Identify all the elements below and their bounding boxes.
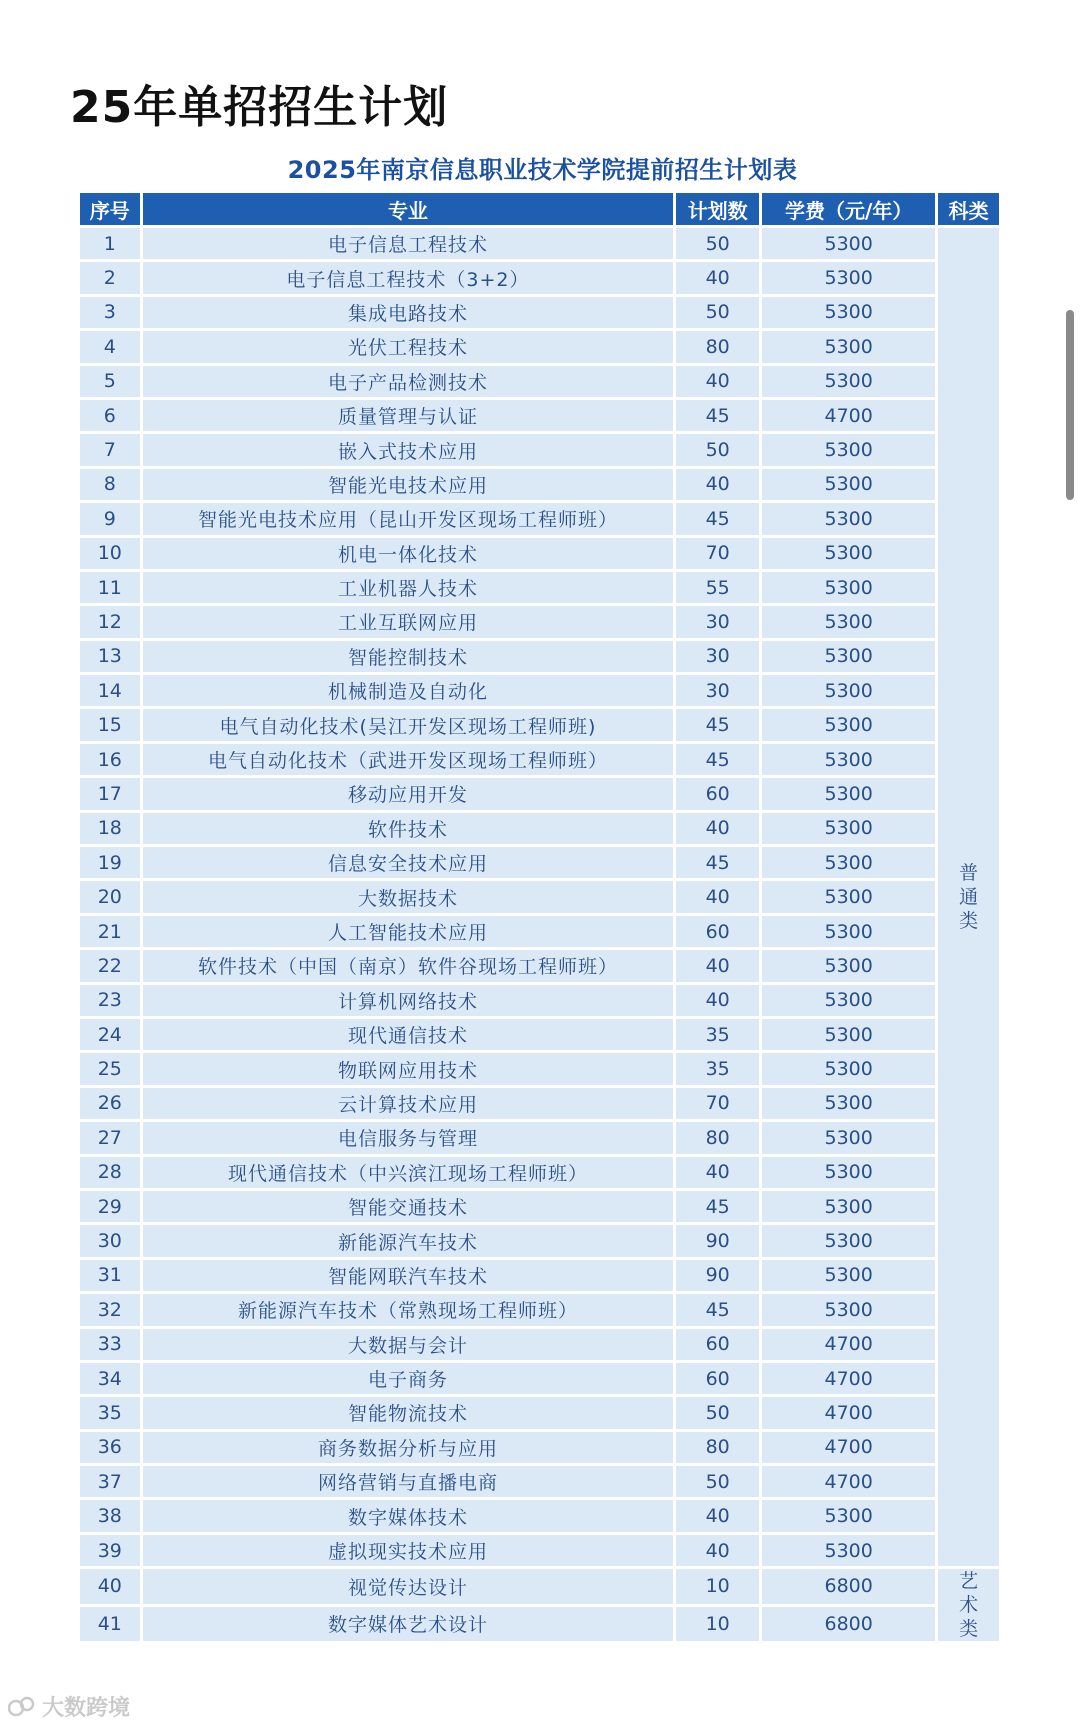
- table-body: [80, 228, 999, 1641]
- row-major-cell: 软件技术: [143, 813, 674, 844]
- row-fee-cell: 5300: [762, 1122, 935, 1153]
- row-plan-cell: 10: [676, 1607, 759, 1642]
- row-major-cell: 数字媒体艺术设计: [143, 1607, 674, 1642]
- row-index-cell: 14: [80, 675, 140, 706]
- watermark: [8, 1690, 130, 1722]
- row-major-cell: 嵌入式技术应用: [143, 434, 674, 465]
- row-index-cell: 10: [80, 538, 140, 569]
- row-major-cell: 计算机网络技术: [143, 985, 674, 1016]
- table-row: [80, 1225, 999, 1256]
- row-index-cell: 18: [80, 813, 140, 844]
- row-index-cell: 20: [80, 881, 140, 912]
- row-plan-cell: 70: [676, 538, 759, 569]
- header-major: 专业: [143, 193, 674, 225]
- table-row: [80, 709, 999, 740]
- row-fee-cell: 5300: [762, 1500, 935, 1531]
- row-index-cell: 27: [80, 1122, 140, 1153]
- header-category: 科类: [938, 193, 999, 225]
- row-fee-cell: 5300: [762, 1191, 935, 1222]
- row-major-cell: 视觉传达设计: [143, 1569, 674, 1604]
- row-fee-cell: 5300: [762, 228, 935, 259]
- row-fee-cell: 6800: [762, 1569, 935, 1604]
- row-fee-cell: 5300: [762, 916, 935, 947]
- row-plan-cell: 55: [676, 572, 759, 603]
- row-fee-cell: 5300: [762, 709, 935, 740]
- row-index-cell: 7: [80, 434, 140, 465]
- row-index-cell: 35: [80, 1397, 140, 1428]
- row-major-cell: 网络营销与直播电商: [143, 1466, 674, 1497]
- page-heading: 25年单招招生计划: [70, 82, 449, 133]
- table-row: [80, 297, 999, 328]
- watermark-text: 大数跨境: [42, 1695, 131, 1721]
- row-major-cell: 物联网应用技术: [143, 1053, 674, 1084]
- row-major-cell: 大数据与会计: [143, 1329, 674, 1360]
- table-row: [80, 950, 999, 981]
- table-row: [80, 469, 999, 500]
- table-row: [80, 1157, 999, 1188]
- row-plan-cell: 40: [676, 469, 759, 500]
- row-index-cell: 12: [80, 606, 140, 637]
- row-index-cell: 1: [80, 228, 140, 259]
- table-row: [80, 744, 999, 775]
- row-plan-cell: 35: [676, 1019, 759, 1050]
- row-major-cell: 新能源汽车技术（常熟现场工程师班）: [143, 1294, 674, 1325]
- row-major-cell: 机电一体化技术: [143, 538, 674, 569]
- row-major-cell: 智能控制技术: [143, 641, 674, 672]
- row-major-cell: 移动应用开发: [143, 778, 674, 809]
- row-plan-cell: 40: [676, 1157, 759, 1188]
- row-fee-cell: 5300: [762, 1157, 935, 1188]
- row-index-cell: 34: [80, 1363, 140, 1394]
- row-index-cell: 40: [80, 1569, 140, 1604]
- table-row: [80, 1329, 999, 1360]
- row-fee-cell: 5300: [762, 1019, 935, 1050]
- row-index-cell: 23: [80, 985, 140, 1016]
- row-plan-cell: 40: [676, 950, 759, 981]
- category-label: 普通类: [959, 862, 979, 933]
- row-major-cell: 大数据技术: [143, 881, 674, 912]
- row-index-cell: 21: [80, 916, 140, 947]
- row-plan-cell: 60: [676, 916, 759, 947]
- table-row: [80, 1363, 999, 1394]
- table-header-row: [80, 193, 999, 225]
- row-plan-cell: 50: [676, 1397, 759, 1428]
- row-index-cell: 25: [80, 1053, 140, 1084]
- table-row: [80, 1432, 999, 1463]
- row-plan-cell: 90: [676, 1225, 759, 1256]
- row-index-cell: 11: [80, 572, 140, 603]
- table-row: [80, 1122, 999, 1153]
- table-row: [80, 1466, 999, 1497]
- row-major-cell: 光伏工程技术: [143, 331, 674, 362]
- table-row: [80, 1500, 999, 1531]
- row-major-cell: 数字媒体技术: [143, 1500, 674, 1531]
- row-major-cell: 现代通信技术（中兴滨江现场工程师班）: [143, 1157, 674, 1188]
- row-major-cell: 电气自动化技术(吴江开发区现场工程师班): [143, 709, 674, 740]
- header-index: 序号: [80, 193, 140, 225]
- table-row: [80, 847, 999, 878]
- row-major-cell: 电子商务: [143, 1363, 674, 1394]
- row-major-cell: 云计算技术应用: [143, 1088, 674, 1119]
- row-major-cell: 虚拟现实技术应用: [143, 1535, 674, 1566]
- row-index-cell: 5: [80, 366, 140, 397]
- row-fee-cell: 5300: [762, 262, 935, 293]
- row-index-cell: 36: [80, 1432, 140, 1463]
- row-plan-cell: 40: [676, 881, 759, 912]
- table-row: [80, 985, 999, 1016]
- row-index-cell: 22: [80, 950, 140, 981]
- row-plan-cell: 45: [676, 847, 759, 878]
- row-index-cell: 16: [80, 744, 140, 775]
- table-row: [80, 1088, 999, 1119]
- row-fee-cell: 4700: [762, 1466, 935, 1497]
- row-index-cell: 38: [80, 1500, 140, 1531]
- row-plan-cell: 40: [676, 985, 759, 1016]
- row-index-cell: 15: [80, 709, 140, 740]
- header-plan: 计划数: [676, 193, 759, 225]
- table-row: [80, 1607, 999, 1642]
- row-major-cell: 新能源汽车技术: [143, 1225, 674, 1256]
- table-row: [80, 813, 999, 844]
- row-fee-cell: 5300: [762, 1053, 935, 1084]
- row-major-cell: 集成电路技术: [143, 297, 674, 328]
- row-index-cell: 2: [80, 262, 140, 293]
- row-major-cell: 质量管理与认证: [143, 400, 674, 431]
- row-plan-cell: 40: [676, 262, 759, 293]
- table-row: [80, 1053, 999, 1084]
- row-fee-cell: 4700: [762, 1329, 935, 1360]
- row-index-cell: 30: [80, 1225, 140, 1256]
- table-row: [80, 262, 999, 293]
- row-index-cell: 28: [80, 1157, 140, 1188]
- row-plan-cell: 45: [676, 1191, 759, 1222]
- row-plan-cell: 40: [676, 1500, 759, 1531]
- row-major-cell: 工业互联网应用: [143, 606, 674, 637]
- scrollbar[interactable]: [1066, 310, 1074, 500]
- row-major-cell: 智能光电技术应用（昆山开发区现场工程师班）: [143, 503, 674, 534]
- row-plan-cell: 45: [676, 503, 759, 534]
- row-fee-cell: 5300: [762, 778, 935, 809]
- row-fee-cell: 5300: [762, 606, 935, 637]
- row-plan-cell: 50: [676, 434, 759, 465]
- row-plan-cell: 90: [676, 1260, 759, 1291]
- row-major-cell: 电信服务与管理: [143, 1122, 674, 1153]
- row-plan-cell: 40: [676, 366, 759, 397]
- row-index-cell: 3: [80, 297, 140, 328]
- table-title: 2025年南京信息职业技术学院提前招生计划表: [287, 156, 798, 184]
- table-row: [80, 1260, 999, 1291]
- row-index-cell: 8: [80, 469, 140, 500]
- table-row: [80, 1019, 999, 1050]
- row-plan-cell: 50: [676, 228, 759, 259]
- row-plan-cell: 40: [676, 813, 759, 844]
- row-fee-cell: 5300: [762, 813, 935, 844]
- row-index-cell: 41: [80, 1607, 140, 1642]
- enrollment-plan-table: [77, 190, 1002, 1644]
- row-index-cell: 29: [80, 1191, 140, 1222]
- table-row: [80, 1569, 999, 1604]
- table-row: [80, 503, 999, 534]
- row-fee-cell: 5300: [762, 434, 935, 465]
- row-plan-cell: 30: [676, 641, 759, 672]
- table-row: [80, 366, 999, 397]
- row-major-cell: 软件技术（中国（南京）软件谷现场工程师班）: [143, 950, 674, 981]
- row-index-cell: 19: [80, 847, 140, 878]
- table-row: [80, 400, 999, 431]
- row-index-cell: 37: [80, 1466, 140, 1497]
- row-plan-cell: 10: [676, 1569, 759, 1604]
- row-fee-cell: 5300: [762, 538, 935, 569]
- category-cell: [938, 1569, 999, 1641]
- row-plan-cell: 50: [676, 1466, 759, 1497]
- row-fee-cell: 6800: [762, 1607, 935, 1642]
- row-major-cell: 机械制造及自动化: [143, 675, 674, 706]
- row-major-cell: 商务数据分析与应用: [143, 1432, 674, 1463]
- row-plan-cell: 35: [676, 1053, 759, 1084]
- row-plan-cell: 45: [676, 744, 759, 775]
- row-plan-cell: 40: [676, 1535, 759, 1566]
- row-major-cell: 人工智能技术应用: [143, 916, 674, 947]
- row-major-cell: 智能网联汽车技术: [143, 1260, 674, 1291]
- row-index-cell: 39: [80, 1535, 140, 1566]
- table-row: [80, 1294, 999, 1325]
- row-plan-cell: 60: [676, 778, 759, 809]
- row-major-cell: 工业机器人技术: [143, 572, 674, 603]
- row-plan-cell: 80: [676, 1432, 759, 1463]
- enrollment-plan-table-container: [80, 150, 1005, 1644]
- row-major-cell: 智能交通技术: [143, 1191, 674, 1222]
- row-fee-cell: 4700: [762, 1397, 935, 1428]
- row-plan-cell: 50: [676, 297, 759, 328]
- table-row: [80, 331, 999, 362]
- category-label: 艺术类: [959, 1570, 979, 1641]
- row-plan-cell: 80: [676, 1122, 759, 1153]
- table-row: [80, 434, 999, 465]
- row-plan-cell: 80: [676, 331, 759, 362]
- row-plan-cell: 70: [676, 1088, 759, 1119]
- row-fee-cell: 5300: [762, 881, 935, 912]
- row-plan-cell: 30: [676, 675, 759, 706]
- table-row: [80, 675, 999, 706]
- row-fee-cell: 4700: [762, 400, 935, 431]
- row-fee-cell: 5300: [762, 847, 935, 878]
- table-row: [80, 778, 999, 809]
- table-row: [80, 1397, 999, 1428]
- row-fee-cell: 5300: [762, 366, 935, 397]
- table-row: [80, 572, 999, 603]
- row-major-cell: 电气自动化技术（武进开发区现场工程师班）: [143, 744, 674, 775]
- row-index-cell: 4: [80, 331, 140, 362]
- row-fee-cell: 5300: [762, 1294, 935, 1325]
- row-fee-cell: 5300: [762, 1088, 935, 1119]
- row-index-cell: 24: [80, 1019, 140, 1050]
- row-fee-cell: 5300: [762, 675, 935, 706]
- row-index-cell: 17: [80, 778, 140, 809]
- category-cell: [938, 228, 999, 1566]
- row-fee-cell: 5300: [762, 503, 935, 534]
- row-major-cell: 现代通信技术: [143, 1019, 674, 1050]
- row-fee-cell: 5300: [762, 1535, 935, 1566]
- row-plan-cell: 45: [676, 1294, 759, 1325]
- row-fee-cell: 5300: [762, 469, 935, 500]
- row-fee-cell: 5300: [762, 985, 935, 1016]
- row-fee-cell: 4700: [762, 1363, 935, 1394]
- row-index-cell: 26: [80, 1088, 140, 1119]
- row-major-cell: 电子信息工程技术（3+2）: [143, 262, 674, 293]
- row-fee-cell: 5300: [762, 572, 935, 603]
- row-plan-cell: 60: [676, 1329, 759, 1360]
- row-plan-cell: 45: [676, 400, 759, 431]
- row-plan-cell: 30: [676, 606, 759, 637]
- row-fee-cell: 5300: [762, 331, 935, 362]
- row-index-cell: 33: [80, 1329, 140, 1360]
- row-major-cell: 智能物流技术: [143, 1397, 674, 1428]
- row-fee-cell: 5300: [762, 1260, 935, 1291]
- table-row: [80, 606, 999, 637]
- row-fee-cell: 5300: [762, 641, 935, 672]
- row-major-cell: 电子信息工程技术: [143, 228, 674, 259]
- row-major-cell: 智能光电技术应用: [143, 469, 674, 500]
- row-major-cell: 信息安全技术应用: [143, 847, 674, 878]
- row-index-cell: 13: [80, 641, 140, 672]
- row-fee-cell: 5300: [762, 950, 935, 981]
- row-plan-cell: 60: [676, 1363, 759, 1394]
- table-row: [80, 916, 999, 947]
- row-fee-cell: 5300: [762, 297, 935, 328]
- table-row: [80, 641, 999, 672]
- table-row: [80, 1191, 999, 1222]
- row-plan-cell: 45: [676, 709, 759, 740]
- row-fee-cell: 4700: [762, 1432, 935, 1463]
- row-fee-cell: 5300: [762, 1225, 935, 1256]
- row-index-cell: 6: [80, 400, 140, 431]
- row-major-cell: 电子产品检测技术: [143, 366, 674, 397]
- table-row: [80, 1535, 999, 1566]
- table-row: [80, 881, 999, 912]
- row-fee-cell: 5300: [762, 744, 935, 775]
- row-index-cell: 32: [80, 1294, 140, 1325]
- table-row: [80, 538, 999, 569]
- header-fee: 学费（元/年）: [762, 193, 935, 225]
- table-row: [80, 228, 999, 259]
- brand-logo-icon: [8, 1694, 36, 1718]
- row-index-cell: 31: [80, 1260, 140, 1291]
- row-index-cell: 9: [80, 503, 140, 534]
